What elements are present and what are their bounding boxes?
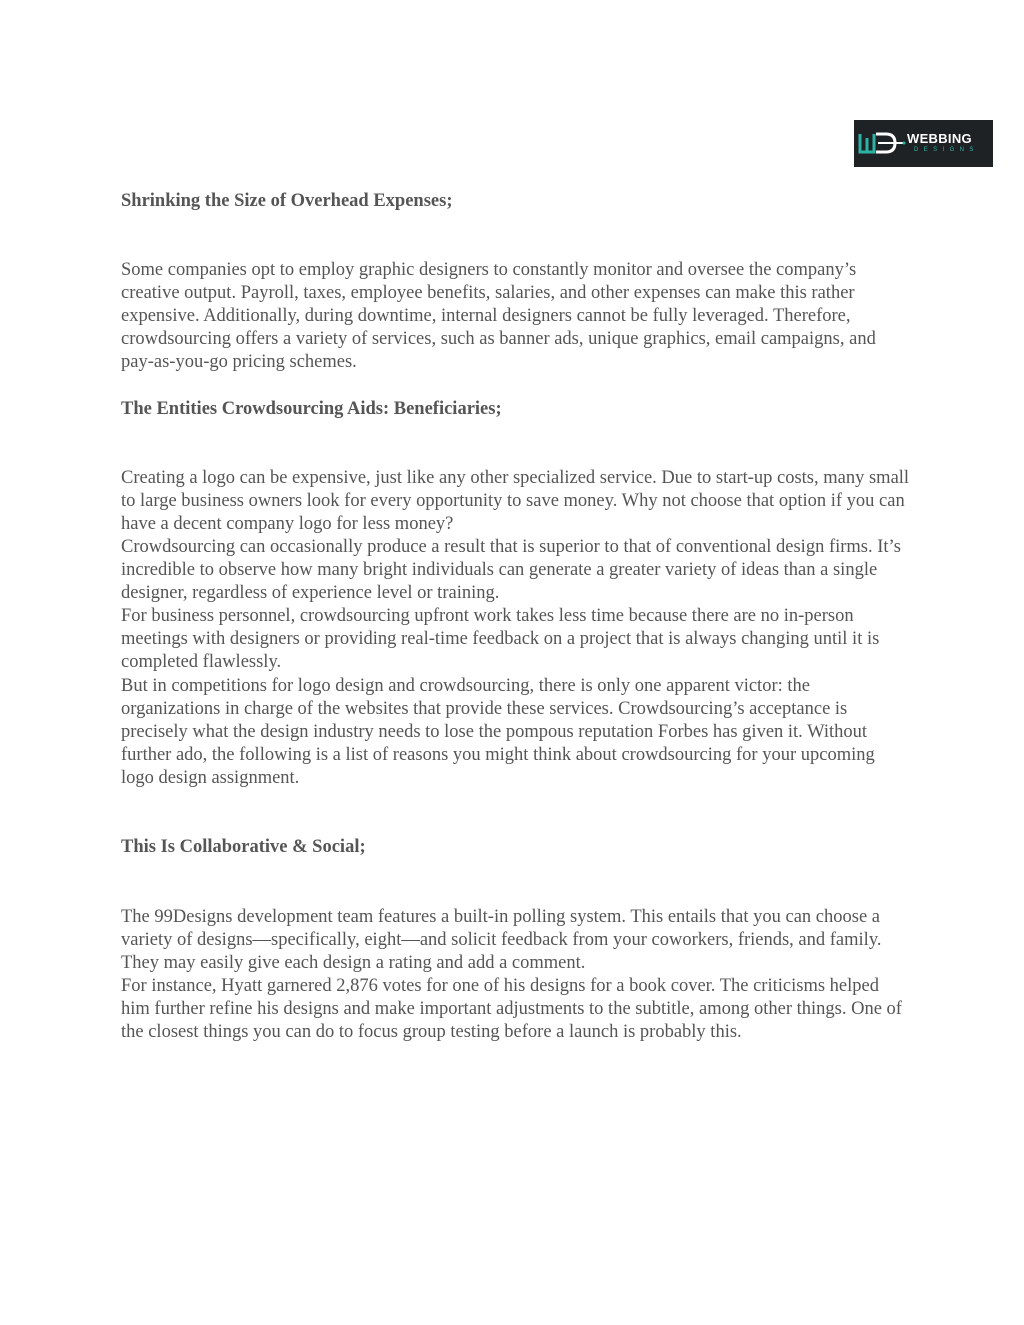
webbing-designs-logo [854, 120, 993, 167]
paragraph: Some companies opt to employ graphic designers to constantly monitor and oversee the company’s creative output. Payroll, taxes, employee benefits, salaries, and other expenses can make this rather expensive. Additionally, during downtime, internal designers cannot be fully leveraged. Therefore, crowdsourcing offers a variety of services, such as banner ads, unique graphics, email campaigns, and pay-as-you-go pricing schemes. [121, 260, 876, 373]
wd-logo-mark-icon [858, 130, 906, 157]
paragraph: Creating a logo can be expensive, just like any other specialized service. Due to start-up costs, many small to large business owners look for every opportunity to save money. Why not choose that option if you can have a decent company logo for less money? [121, 468, 910, 535]
section-heading: This Is Collaborative & Social; [121, 837, 366, 857]
paragraph: For business personnel, crowdsourcing upfront work takes less time because there are no in-person meetings with designers or providing real-time feedback on a project that is always changing until it is completed flawlessly. [121, 606, 880, 673]
section-heading: Shrinking the Size of Overhead Expenses; [121, 191, 453, 211]
paragraph: The 99Designs development team features a built-in polling system. This entails that you can choose a variety of designs—specifically, eight—and solicit feedback from your coworkers, friends, and family. They may easily give each design a rating and add a comment. [121, 907, 882, 974]
paragraph: Crowdsourcing can occasionally produce a result that is superior to that of conventional design firms. It’s incredible to observe how many bright individuals can generate a greater variety of ideas than a single designer, regardless of experience level or training. [121, 537, 901, 604]
paragraph: For instance, Hyatt garnered 2,876 votes for one of his designs for a book cover. The criticisms helped him further refine his designs and make important adjustments to the subtitle, among other things. One of the closest things you can do to focus group testing before a launch is probably this. [121, 976, 902, 1043]
section-heading: The Entities Crowdsourcing Aids: Beneficiaries; [121, 399, 502, 419]
logo-wordmark: WEBBING [907, 131, 972, 146]
paragraph: But in competitions for logo design and crowdsourcing, there is only one apparent victor: the organizations in charge of the websites that provide these services. Crowdsourcing’s acceptance is precisely what the design industry needs to lose the pompous reputation Forbes has given it. Without further ado, the following is a list of reasons you might think about crowdsourcing for your upcoming logo design assignment. [121, 676, 875, 789]
logo-subtitle: DESIGNS [914, 147, 979, 153]
